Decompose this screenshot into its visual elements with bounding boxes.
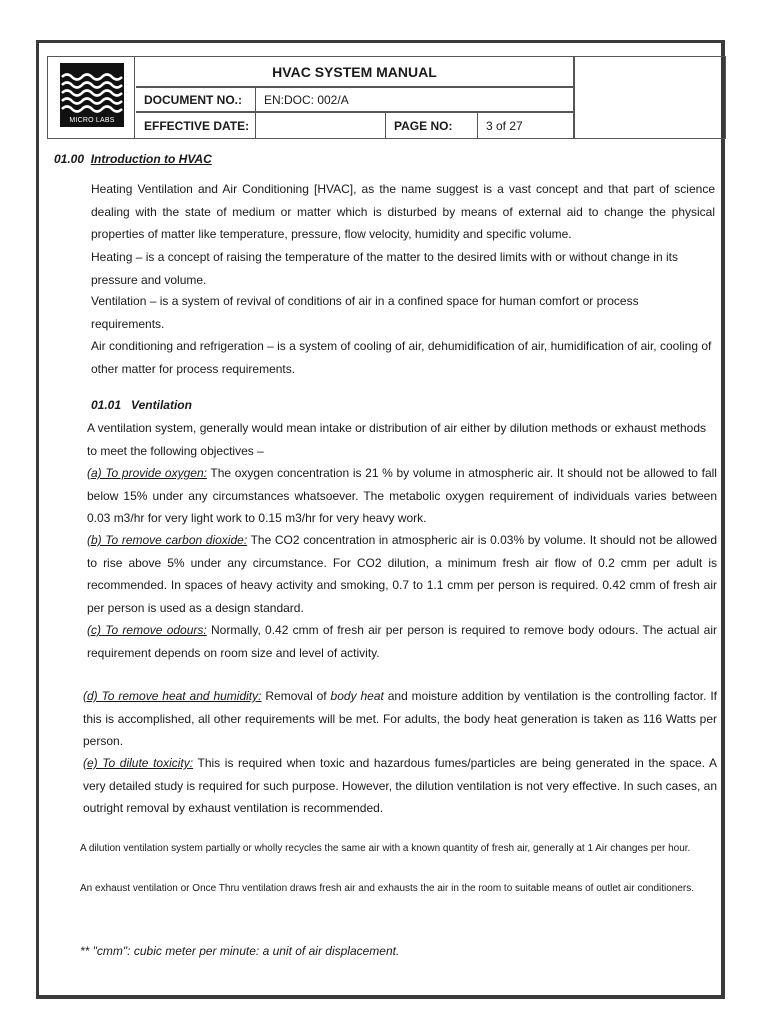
document-no-value: EN:DOC: 002/A xyxy=(264,92,349,107)
effective-date-label: EFFECTIVE DATE: xyxy=(144,118,250,133)
intro-paragraph-3: Ventilation – is a system of revival of conditions of air in a confined space for human comfort or process requirements. xyxy=(91,294,639,331)
document-no-label-cell xyxy=(136,87,256,112)
intro-paragraph-1: Heating Ventilation and Air Conditioning [HVAC], as the name suggest is a vast concept and that part of science dealing with the state of medium or matter which is disturbed by means of external aid to change the physical properties of matter like temperature, pressure, flow velocity, humidity and specific volume. xyxy=(91,182,715,242)
effective-date-label-cell xyxy=(136,112,256,138)
objective-a-text: The oxygen concentration is 21 % by volume in atmospheric air. It should not be allowed to fall below 15% under any circumstances whatsoever. The metabolic oxygen requirement of individuals varies between 0.03 m3/hr for very light work to 0.15 m3/hr for very heavy work. xyxy=(87,466,717,526)
objective-d-pre: Removal of xyxy=(261,689,331,703)
header-blank-cell xyxy=(574,57,725,138)
document-header xyxy=(47,56,726,139)
page-no-label-cell xyxy=(386,112,478,138)
cmm-footnote: ** "cmm": cubic meter per minute: a unit of air displacement. xyxy=(80,944,400,958)
subsection-title: Ventilation xyxy=(131,398,192,412)
objective-e-text: This is required when toxic and hazardous fumes/particles are being generated in the space. A very detailed study is required for such purpose. However, the dilution ventilation is not very effective. In such cases, an outright removal by exhaust ventilation is recommended. xyxy=(83,756,718,816)
company-logo-icon xyxy=(60,63,124,127)
ventilation-intro: A ventilation system, generally would mean intake or distribution of air either by dilution methods or exhaust methods to meet the following objectives – xyxy=(87,421,706,458)
objective-b xyxy=(87,529,717,619)
exhaust-note: An exhaust ventilation or Once Thru ventilation draws fresh air and exhausts the air in the room to suitable means of outlet air conditioners. xyxy=(80,883,695,894)
section-heading xyxy=(54,152,212,166)
intro-paragraph-2: Heating – is a concept of raising the temperature of the matter to the desired limits with or without change in its pressure and volume. xyxy=(91,250,678,287)
objective-b-text: The CO2 concentration in atmospheric air is 0.03% by volume. It should not be allowed to rise above 5% under any circumstance. For CO2 dilution, a minimum fresh air flow of 0.2 cmm per adult is recommended. In spaces of heavy activity and smoking, 0.7 to 1.1 cmm per person is required. 0.42 cmm of fresh air per person is used as a design standard. xyxy=(87,533,717,615)
page-no-value-cell xyxy=(478,112,574,138)
section-title: Introduction to HVAC xyxy=(90,152,212,166)
objective-d xyxy=(83,685,717,753)
subsection-number: 01.01 xyxy=(91,398,122,412)
objective-d-text: and moisture addition by ventilation is the controlling factor. If this is accomplished, all other requirements will be met. For adults, the body heat generation is taken as 116 Watts per person. xyxy=(83,689,718,749)
document-no-value-cell xyxy=(256,87,574,112)
page-no-value: 3 of 27 xyxy=(486,118,523,133)
objective-b-label: (b) To remove carbon dioxide: xyxy=(87,533,248,547)
logo-text: MICRO LABS xyxy=(69,117,115,124)
objective-d-label: (d) To remove heat and humidity: xyxy=(83,689,262,703)
manual-title: HVAC SYSTEM MANUAL xyxy=(136,57,574,87)
objective-c-label: (c) To remove odours: xyxy=(87,623,207,637)
document-no-label: DOCUMENT NO.: xyxy=(144,92,242,107)
effective-date-value-cell xyxy=(256,112,386,138)
logo-cell xyxy=(48,57,135,138)
objective-a xyxy=(87,462,717,530)
objective-d-emphasis: body heat xyxy=(330,689,384,703)
intro-paragraph-4: Air conditioning and refrigeration – is a system of cooling of air, dehumidification of air, humidification of air, cooling of other matter for process requirements. xyxy=(91,339,712,376)
objective-e-label: (e) To dilute toxicity: xyxy=(83,756,194,770)
section-number: 01.00 xyxy=(54,152,85,166)
objective-a-label: (a) To provide oxygen: xyxy=(87,466,207,480)
objective-c xyxy=(87,619,717,664)
page-no-label: PAGE NO: xyxy=(394,118,453,133)
objective-c-text: Normally, 0.42 cmm of fresh air per person is required to remove body odours. The actual air requirement depends on room size and level of activity. xyxy=(87,623,717,660)
subsection-heading xyxy=(91,398,192,412)
objective-e xyxy=(83,752,717,820)
dilution-note: A dilution ventilation system partially or wholly recycles the same air with a known quantity of fresh air, generally at 1 Air changes per hour. xyxy=(80,843,691,854)
